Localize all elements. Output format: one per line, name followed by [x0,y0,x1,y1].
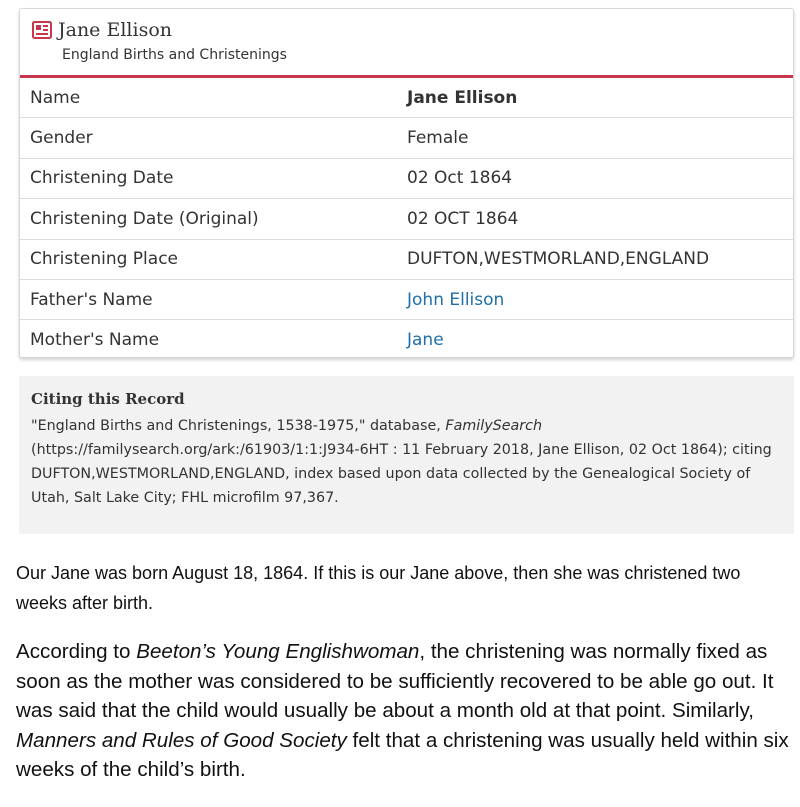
field-row-name [20,78,793,118]
book-title: Beeton’s Young Englishwoman [136,640,420,663]
field-value: DUFTON,WESTMORLAND,ENGLAND [407,249,710,270]
field-value: Female [407,128,469,149]
record-collection: England Births and Christenings [62,47,287,63]
citation-source-name: FamilySearch [445,418,543,434]
record-title: Jane Ellison [58,19,172,41]
paragraph-birth: Our Jane was born August 18, 1864. If this is our Jane above, then she was christened two weeks after birth. [16,563,741,613]
record-header [20,9,793,78]
field-row-mothers-name [20,320,793,359]
citation-text-part: (https://familysearch.org/ark:/61903/1:1:J934-6HT : 11 February 2018, Jane Ellison, 02 Oct 1864); citing DUFTON,WESTMORLAND,ENGLAND, index based upon data collected by the Genealogical Society of Utah, Salt Lake City; FHL microfilm 97,367. [31,442,772,506]
field-row-gender [20,118,793,158]
paragraph-text: , the christening was normally fixed as soon as the mother was considered to be sufficiently recovered to be able go out. It was said that the child would usually be about a month old at that point. Similarly, [16,640,774,722]
field-label: Christening Place [30,249,179,270]
record-card-icon [32,21,52,39]
paragraph-text: According to [16,640,137,663]
field-label: Father's Name [30,289,153,310]
record-fields [20,78,793,360]
field-value: Jane Ellison [407,87,518,108]
field-label: Name [30,87,81,108]
paragraph-text: felt that a christening was usually held within six weeks of the child’s birth. [16,728,789,781]
record-card [19,8,794,358]
father-name-link[interactable]: John Ellison [407,289,505,310]
citation-text [31,414,782,510]
record-title-row [32,15,793,45]
mother-name-link[interactable]: Jane [407,330,444,351]
citation-heading: Citing this Record [31,390,185,408]
field-row-fathers-name [20,280,793,320]
field-row-christening-date [20,159,793,199]
field-label: Gender [30,128,93,149]
field-label: Christening Date (Original) [30,208,259,229]
paragraph-christening-custom [16,637,791,785]
field-row-christening-date-original [20,199,793,239]
citation-box [19,376,794,534]
field-value: 02 OCT 1864 [407,208,519,229]
citation-text-part: "England Births and Christenings, 1538-1975," database, [31,418,446,434]
field-label: Christening Date [30,168,174,189]
field-row-christening-place [20,240,793,280]
field-value: 02 Oct 1864 [407,168,513,189]
book-title: Manners and Rules of Good Society [16,728,347,752]
field-label: Mother's Name [30,330,160,351]
